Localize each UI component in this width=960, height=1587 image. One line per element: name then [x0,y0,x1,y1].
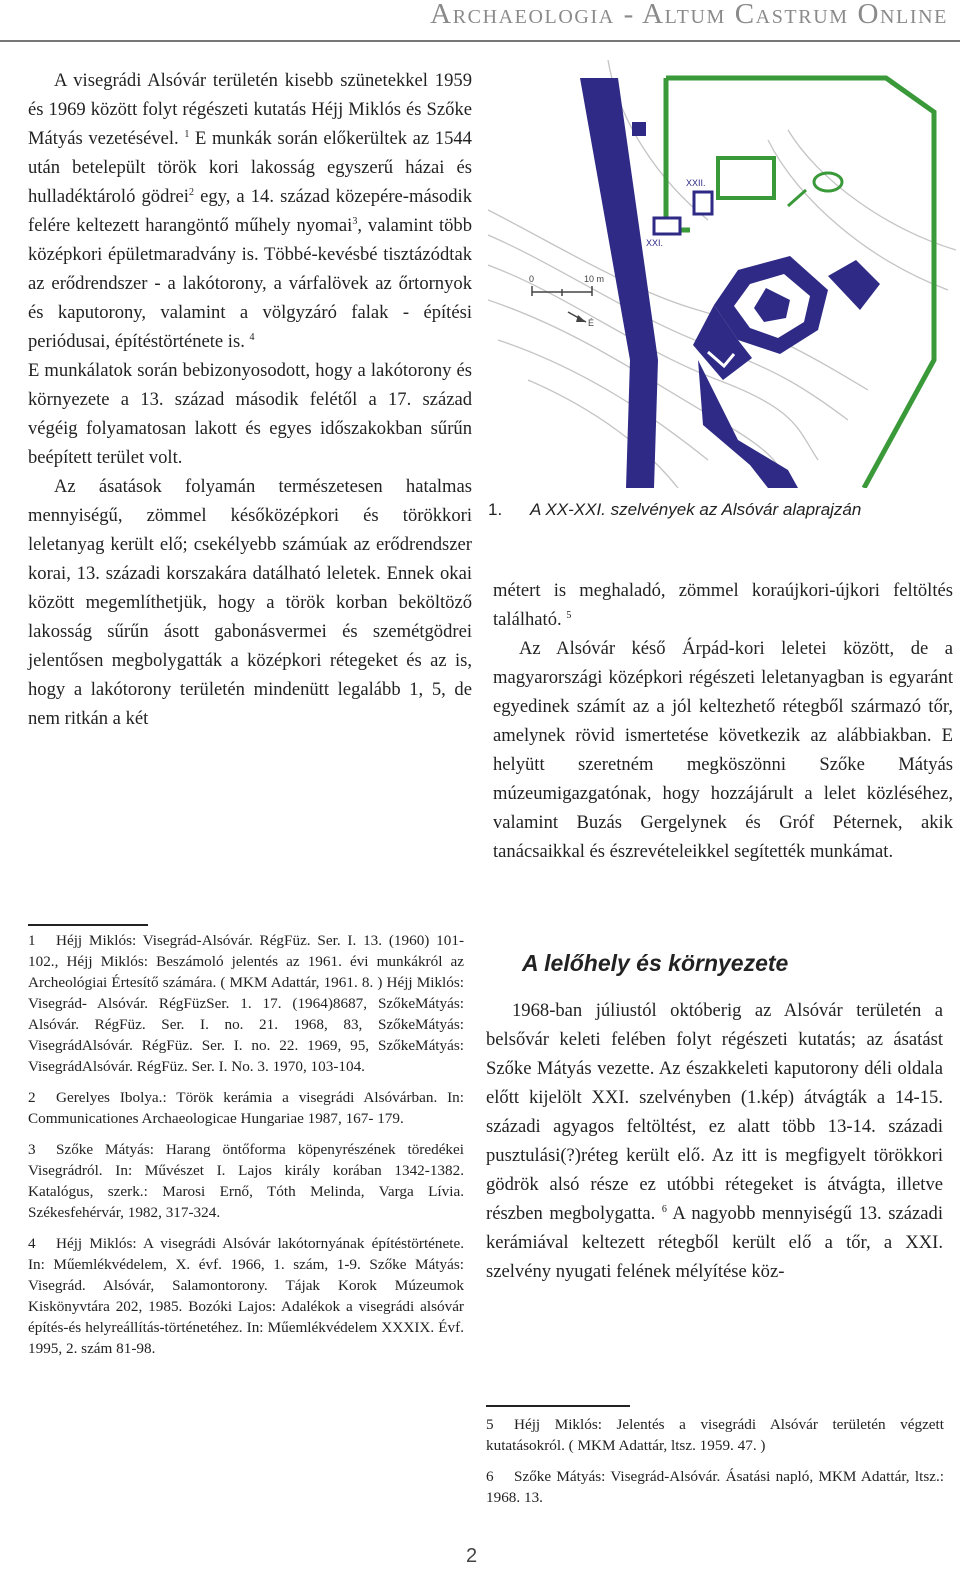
paragraph-text: 1968-ban júliustól októberig az Alsóvár területén a belsővár keleti felében folyt régészeti kutatás; az ásatást Szőke Mátyás vezette. Az északkeleti kaputorony déli oldala előtt kijelölt XXI. szelvényben (1.kép) átvágták a 14-15. századi agyagos feltöltést, ez alatt több 13-14. századi pusztulási(?)réteg került elő. Az itt is megfigyelt törökkori gödrök alsó része ez utóbbi rétegeket is átvágta, illetve részben megbolygatta. [486,1000,943,1224]
hexagonal-residential-tower [693,256,880,380]
section-heading: A lelőhely és környezete [522,950,789,976]
footnote-separator-left [28,924,148,926]
footnote-separator-right [486,1405,630,1407]
caption-number: 1. [488,500,503,519]
paragraph [28,66,472,356]
footnote-item [28,1139,464,1223]
paragraph-text: E munkálatok során bebizonyosodott, hogy a lakótorony és környezete a 13. század második felétől a 17. század végéig folyamatosan lakott és egyes időszakokban sűrűn beépített terület volt. [28,360,472,468]
right-footnotes [486,1414,944,1518]
footnote-reference: 4 [249,331,255,343]
paragraph-text: A visegrádi Alsóvár területén kisebb szünetekkel 1959 és 1969 között folyt régészeti kutatás Héjj Miklós és Szőke Mátyás vezetésével. [28,70,472,149]
north-arrow-icon [568,312,594,328]
footnote-text: Szőke Mátyás: Visegrád-Alsóvár. Ásatási napló, MKM Adattár, ltsz.: 1968. 13. [486,1468,944,1506]
oval-feature-path [788,190,806,206]
paragraph-text: egy, a 14. század közepére-második felére keltezett harangöntő műhely nyomai [28,186,472,236]
footnote-number: 5 [486,1416,494,1433]
footnote-number: 6 [486,1468,494,1485]
valley-wall-south [698,360,798,488]
footnote-reference: 1 [184,128,190,140]
paragraph [28,356,472,472]
right-text-column [493,576,953,866]
footnote-item [28,930,464,1077]
header-rule [0,40,960,42]
footnote-number: 3 [28,1141,36,1158]
left-text-column [28,66,472,733]
footnote-reference: 5 [566,609,572,621]
scale-bar [529,274,604,296]
footnote-item [28,1233,464,1359]
footnote-item [28,1087,464,1129]
footnote-item [486,1414,944,1456]
footnote-text: Héjj Miklós: Visegrád-Alsóvár. RégFüz. Ser. I. 13. (1960) 101-102., Héjj Miklós: Beszámoló jelentés az 1961. évi munkákról az Archeológiai Értesítő számára. ( MKM Adattár, 1961. 8. ) Héjj Miklós: Visegrád- Alsóvár. RégFüzSer. 1. 17. (1964)8687, SzőkeMátyás: Alsóvár. RégFüz. Ser. I. no. 21. 1968, 83, SzőkeMátyás: VisegrádAlsóvár. RégFüz. Ser. I. no. 22. 1969, 95, SzőkeMátyás: VisegrádAlsóvár. RégFüz. Ser. I. No. 3. 1970, 103-104. [28,932,464,1075]
footnote-text: Szőke Mátyás: Harang öntőforma köpenyrészének töredékei Visegrádról. In: Művészet I. Lajos király korában 1342-1382. Katalógus, szerk.: Marosi Ernő, Tóth Melinda, Varga Lívia. Székesfehérvár, 1982, 317-324. [28,1141,464,1221]
footnote-number: 2 [28,1089,36,1106]
scale-label-zero: 0 [529,274,535,284]
left-footnotes [28,930,464,1369]
paragraph [28,472,472,733]
footnote-reference: 3 [352,215,358,227]
building-outline [718,158,774,198]
footnote-reference: 6 [661,1203,667,1215]
footnote-text: Héjj Miklós: A visegrádi Alsóvár lakótornyának építéstörténete. In: Műemlékvédelem, X. évf. 1966, 1. szám, 1-9. Szőke Mátyás: Visegrád. Alsóvár, Salamontorony. Tájak Korok Múzeumok Kiskönyvtára 202, 1985. Bozóki Lajos: Adalékok a visegrádi alsóvár építés-és helyreállítás-történetéhez. In: Műemlékvédelem XXXIX. Évf. 1995, 2. szám 81-98. [28,1235,464,1357]
caption-text: A XX-XXI. szelvények az Alsóvár alaprajzán [530,500,862,519]
paragraph-text: Az Alsóvár késő Árpád-kori leletei között, de a magyarországi középkori régészeti leletanyagban is egyaránt egyedinek számít az a jól keltezhető rétegből származó tőr, amelynek rövid ismertetése következik az alábbiakban. E helyütt szeretném megköszönni Szőke Mátyás múzeumigazgatónak, hogy hozzájárult a lelet közléséhez, valamint Buzás Gergelynek és Gróf Péternek, akik tanácsaikkal és észrevételeikkel segítették munkámat. [493,638,953,862]
footnote-item [486,1466,944,1508]
footnote-number: 1 [28,932,36,949]
north-label: É [588,318,595,328]
excavation-trench-xxi [654,218,680,234]
right-text-column-section [486,996,943,1286]
alsovar-site-plan-figure [488,60,956,488]
figure-caption [488,500,956,520]
running-header [0,0,960,42]
paragraph [493,634,953,866]
footnote-number: 4 [28,1235,36,1252]
gate-tower [632,122,646,136]
trench-label-xxi: XXI. [646,238,664,248]
site-plan-drawing [488,60,956,488]
excavation-trench-xxii [694,192,712,214]
paragraph-text: A nagyobb mennyiségű 13. századi kerámiával keltezett rétegből került elő a tőr, a XXI. szelvény nyugati felének mélyítése köz- [486,1203,943,1282]
trench-label-xxii: XXII. [686,178,706,188]
paragraph-text: , valamint több középkori épületmaradvány is. Többé-kevésbé tisztázódtak az erődrendszer - a lakótorony, a várfalövek az őrtornyok és kaputorony, valamint a völgyzáró falak - építési periódusai, építéstörténete is. [28,215,472,352]
paragraph-text: E munkák során előkerültek az 1544 után betelepült török kori lakosság egyszerű házai és hulladéktároló gödrei [28,128,472,207]
footnote-reference: 2 [188,186,194,198]
footnote-text: Gerelyes Ibolya.: Török kerámia a visegrádi Alsóvárban. In: Communicationes Archaeologicae Hungariae 1987, 167- 179. [28,1089,464,1127]
oval-feature [814,173,842,191]
page-number: 2 [466,1545,478,1567]
paragraph-text: Az ásatások folyamán természetesen hatalmas mennyiségű, zömmel későközépkori és törökkori leletanyag került elő; csekélyebb számúak az erődrendszer korai, 13. századi korszakára datálható leletek. Ennek okai között megemlíthetjük, hogy a török korban beköltöző lakosság sűrűn ásott gabonásvermei és szemétgödrei jelentősen megbolygatták a középkori rétegeket és az is, hogy a lakótorony területén mindenütt legalább 1, 5, de nem ritkán a két [28,476,472,729]
paragraph [486,996,943,1286]
paragraph [493,576,953,634]
paragraph-text: métert is meghaladó, zömmel koraújkori-újkori feltöltés található. [493,580,953,630]
journal-title: Archaeologia - Altum Castrum Online [430,0,948,30]
scale-label-ten: 10 m [584,274,605,284]
footnote-text: Héjj Miklós: Jelentés a visegrádi Alsóvár területén végzett kutatásokról. ( MKM Adattár, ltsz. 1959. 47. ) [486,1416,944,1454]
